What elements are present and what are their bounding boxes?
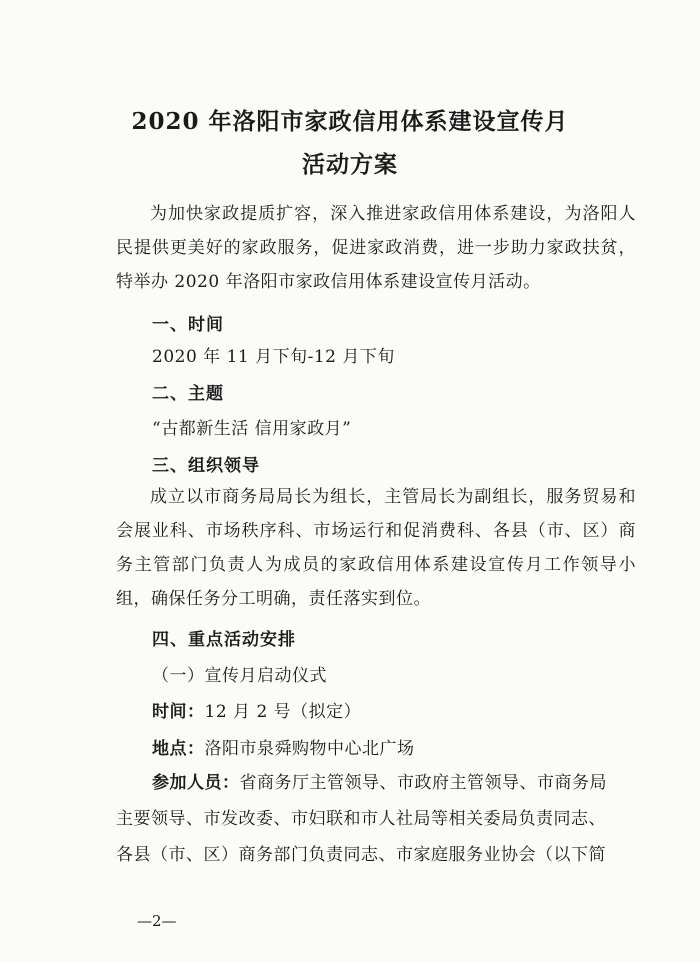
section-heading-theme: 二、主题: [152, 384, 224, 404]
participants-line-1: [152, 768, 607, 793]
section-organization-paragraph: 成立以市商务局局长为组长，主管局长为副组长，服务贸易和会展业科、市场秩序科、市场运行和促消费科、各县（市、区）商务主管部门负责人为成员的家政信用体系建设宣传月工作领导小组，确保任务分工明确，责任落实到位。: [116, 487, 636, 609]
launch-time-label: 时间：: [152, 702, 205, 722]
section-heading-activities: 四、重点活动安排: [152, 630, 296, 650]
launch-place-line: [152, 734, 415, 759]
launch-time-line: [152, 697, 361, 722]
document-title-line1: 2020 年洛阳市家政信用体系建设宣传月: [131, 108, 569, 135]
section-heading-time: 一、时间: [152, 315, 224, 335]
participants-label: 参加人员：: [152, 773, 240, 793]
launch-place-label: 地点：: [152, 739, 205, 759]
participants-line-2: 主要领导、市发改委、市妇联和市人社局等相关委局负责同志、: [116, 809, 606, 829]
intro-paragraph: 为加快家政提质扩容，深入推进家政信用体系建设，为洛阳人民提供更美好的家政服务，促进家政消费，进一步助力家政扶贫，特举办 2020 年洛阳市家政信用体系建设宣传月活动。: [116, 204, 636, 292]
launch-place-value: 洛阳市泉舜购物中心北广场: [204, 739, 415, 759]
section-theme-text: “古都新生活 信用家政月”: [152, 419, 352, 439]
participants-line-3: 各县（市、区）商务部门负责同志、市家庭服务业协会（以下简: [116, 845, 606, 865]
section-time-text: 2020 年 11 月下旬-12 月下旬: [152, 347, 395, 367]
section-heading-organization: 三、组织领导: [152, 456, 260, 476]
subsection-launch-ceremony: （一）宣传月启动仪式: [152, 666, 327, 686]
page-number: —2—: [137, 912, 177, 930]
launch-time-value: 12 月 2 号（拟定）: [204, 702, 362, 722]
document-title-line2: 活动方案: [302, 151, 398, 178]
participants-text-1: 省商务厅主管领导、市政府主管领导、市商务局: [239, 773, 607, 793]
